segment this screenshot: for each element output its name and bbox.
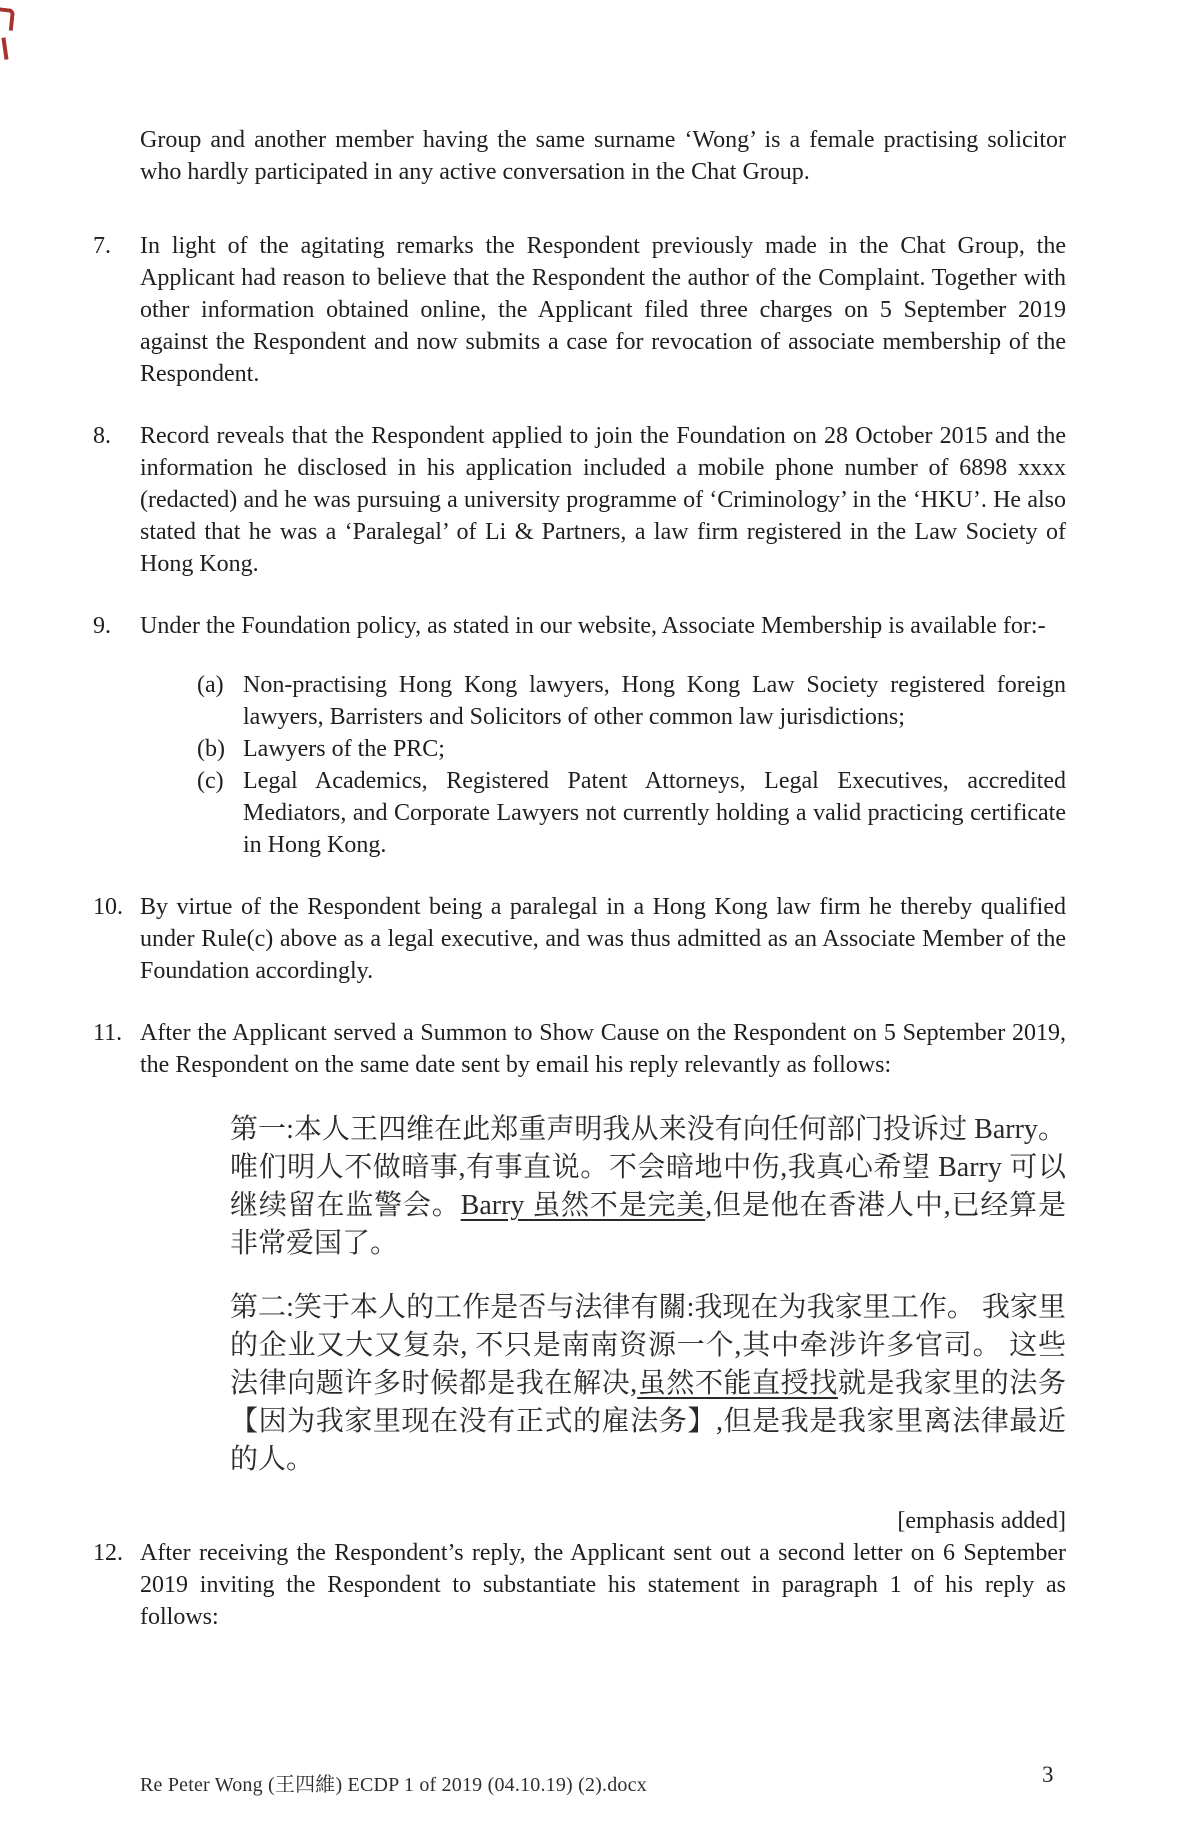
paragraph-continuation: Group and another member having the same surname ‘Wong’ is a female practising solicitor who hardly participated in any active conversation in the Chat Group. [140,127,1066,185]
list-item-text: Legal Academics, Registered Patent Attorneys, Legal Executives, accredited Mediators, and Corporate Lawyers not currently holding a valid practicing certificate in Hong Kong. [243,768,1066,858]
red-pen-mark [0,7,15,31]
paragraph-text: Record reveals that the Respondent applied to join the Foundation on 28 October 2015 and the information he disclosed in his application included a mobile phone number of 6898 xxxx (redacted) and he was pursuing a university programme of ‘Criminology’ in the ‘HKU’. He also stated that he was a ‘Paralegal’ of Li & Partners, a law firm registered in the Law Society of Hong Kong. [140,423,1066,577]
document-body [93,124,1066,1663]
quote-underlined-text: Barry 虽然不是完美 [460,1190,706,1221]
paragraph-number: 10. [93,894,123,920]
quote-text: 就是我家里的法务【因为我家里现在没有正式的雇法务】,但是我是我家里离法律最近的人。 [230,1368,1066,1475]
paragraph-number: 11. [93,1020,123,1046]
list-item [197,669,1066,733]
quote-underlined-text: 虽然不能直授找 [637,1368,838,1399]
quote-text: ,但是他在香港人中,已经算是非常爱国了。 [230,1190,1066,1259]
paragraph-intro: Under the Foundation policy, as stated in our website, Associate Membership is available for:- [140,613,1046,639]
lettered-list [197,669,1066,861]
numbered-paragraph [93,420,1066,580]
paragraph-text [140,610,1066,861]
quoted-reply-paragraph [230,1289,1066,1479]
page-number: 3 [1042,1762,1054,1787]
paragraph-number: 9. [93,613,111,639]
paragraph-text: After receiving the Respondent’s reply, the Applicant sent out a second letter on 6 September 2019 inviting the Respondent to substantiate his statement in paragraph 1 of his reply as follows: [140,1540,1066,1630]
list-item-label: (b) [197,736,225,762]
red-pen-mark [0,37,8,60]
footer-filename: Re Peter Wong (王四維) ECDP 1 of 2019 (04.10.19) (2).docx [140,1774,647,1796]
paragraph-number: 8. [93,423,111,449]
numbered-paragraph [93,1017,1066,1081]
numbered-paragraph [93,891,1066,987]
paragraph-text: By virtue of the Respondent being a paralegal in a Hong Kong law firm he thereby qualified under Rule(c) above as a legal executive, and was thus admitted as an Associate Member of the Foundation accordingly. [140,894,1066,984]
paragraph-number: 7. [93,233,111,259]
paragraph-number: 12. [93,1540,123,1566]
list-item-label: (a) [197,672,224,698]
numbered-paragraph [93,1537,1066,1633]
numbered-paragraph [93,610,1066,861]
numbered-paragraph [93,230,1066,390]
quoted-reply-paragraph [230,1111,1066,1263]
quote-text: 第一:本人王四维在此郑重声明我从来没有向任何部门投诉过 Barry。唯们明人不做暗事,有事直说。不会暗地中伤,我真心希望 Barry 可以继续留在监警会。 [230,1114,1066,1221]
quote-text: 第二:笑于本人的工作是否与法律有關:我现在为我家里工作。 我家里的企业又大又复杂, 不只是南南资源一个,其中牵涉许多官司。 这些法律向题许多时候都是我在解决, [230,1292,1066,1399]
list-item [197,733,1066,765]
list-item-text: Non-practising Hong Kong lawyers, Hong Kong Law Society registered foreign lawyers, Barristers and Solicitors of other common law jurisdictions; [243,672,1066,730]
paragraph-text: In light of the agitating remarks the Respondent previously made in the Chat Group, the Applicant had reason to believe that the Respondent the author of the Complaint. Together with other information obtained online, the Applicant filed three charges on 5 September 2019 against the Respondent and now submits a case for revocation of associate membership of the Respondent. [140,233,1066,387]
list-item-text: Lawyers of the PRC; [243,736,445,762]
paragraph-text: After the Applicant served a Summon to Show Cause on the Respondent on 5 September 2019, the Respondent on the same date sent by email his reply relevantly as follows: [140,1020,1066,1078]
list-item [197,765,1066,861]
emphasis-note: [emphasis added] [897,1508,1066,1534]
list-item-label: (c) [197,768,224,794]
